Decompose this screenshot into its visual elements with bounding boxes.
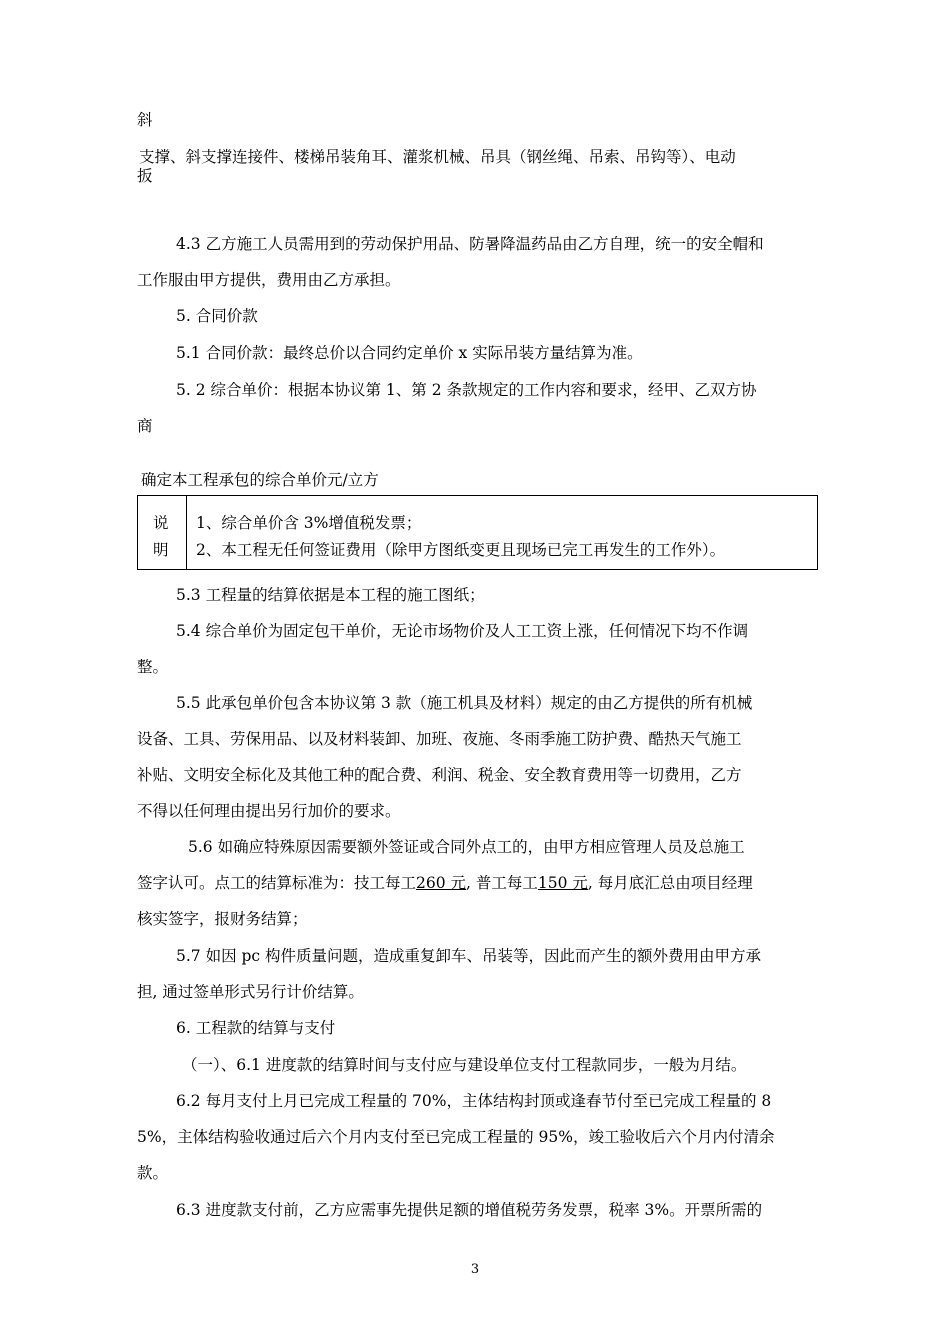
skilled-labor-rate: 260 元 — [416, 874, 467, 892]
text-line: 4.3 乙方施工人员需用到的劳动保护用品、防暑降温药品由乙方自理，统一的安全帽和 — [176, 235, 764, 253]
text-line: 斜 — [137, 111, 153, 129]
general-labor-rate: 150 元 — [537, 874, 588, 892]
page-number: 3 — [470, 1262, 480, 1277]
text-line: 6.3 进度款支付前，乙方应需事先提供足额的增值税劳务发票，税率 3%。开票所需的 — [176, 1201, 763, 1219]
notes-table — [137, 495, 818, 570]
section-heading: 5. 合同价款 — [176, 307, 258, 325]
text-line: 5%，主体结构验收通过后六个月内支付至已完成工程量的 95%，竣工验收后六个月内付清余 — [137, 1128, 775, 1146]
text-line: 5.5 此承包单价包含本协议第 3 款（施工机具及材料）规定的由乙方提供的所有机械 — [176, 694, 753, 712]
text-line: 补贴、文明安全标化及其他工种的配合费、利润、税金、安全教育费用等一切费用，乙方 — [137, 766, 742, 784]
text-line: 6.2 每月支付上月已完成工程量的 70%，主体结构封顶或逢春节付至已完成工程量的 8 — [176, 1092, 772, 1110]
text-line: 5.1 合同价款：最终总价以合同约定单价 x 实际吊装方量结算为准。 — [176, 344, 643, 362]
note-item: 2、本工程无任何签证费用（除甲方图纸变更且现场已完工再发生的工作外）。 — [196, 541, 726, 559]
text-line: 确定本工程承包的综合单价元/立方 — [141, 471, 379, 489]
notes-label-1: 说 — [153, 514, 169, 532]
text-line: （一）、6.1 进度款的结算时间与支付应与建设单位支付工程款同步，一般为月结。 — [182, 1056, 747, 1074]
notes-label-2: 明 — [153, 541, 169, 559]
note-item: 1、综合单价含 3%增值税发票； — [196, 514, 422, 532]
text-segment: 签字认可。点工的结算标准为：技工每工 — [137, 874, 417, 892]
text-line: 设备、工具、劳保用品、以及材料装卸、加班、夜施、冬雨季施工防护费、酷热天气施工 — [137, 730, 742, 748]
text-line: 5.3 工程量的结算依据是本工程的施工图纸； — [176, 586, 485, 604]
notes-label-cell — [138, 496, 187, 569]
text-line: 担, 通过签单形式另行计价结算。 — [137, 983, 364, 1001]
text-segment: , 普工每工 — [466, 874, 538, 892]
text-line: 工作服由甲方提供，费用由乙方承担。 — [137, 271, 401, 289]
text-line: 核实签字，报财务结算； — [137, 910, 308, 928]
text-line: 5.4 综合单价为固定包干单价，无论市场物价及人工工资上涨，任何情况下均不作调 — [176, 622, 749, 640]
text-line: 5.7 如因 pc 构件质量问题，造成重复卸车、吊装等，因此而产生的额外费用由甲方承 — [176, 947, 762, 965]
text-line: 整。 — [137, 658, 169, 676]
text-line: 商 — [137, 417, 153, 435]
text-segment: , 每月底汇总由项目经理 — [587, 874, 753, 892]
text-line: 支撑、斜支撑连接件、楼梯吊装角耳、灌浆机械、吊具（钢丝绳、吊索、吊钩等）、电动 — [139, 148, 736, 166]
text-line: 不得以任何理由提出另行加价的要求。 — [137, 802, 401, 820]
section-heading: 6. 工程款的结算与支付 — [176, 1019, 336, 1037]
text-line: 5. 2 综合单价：根据本协议第 1、第 2 条款规定的工作内容和要求，经甲、乙双方协 — [176, 381, 757, 399]
text-line: 5.6 如确应特殊原因需要额外签证或合同外点工的，由甲方相应管理人员及总施工 — [188, 838, 745, 856]
text-line: 扳 — [137, 167, 153, 185]
text-line: 款。 — [137, 1164, 169, 1182]
text-line — [137, 873, 753, 893]
